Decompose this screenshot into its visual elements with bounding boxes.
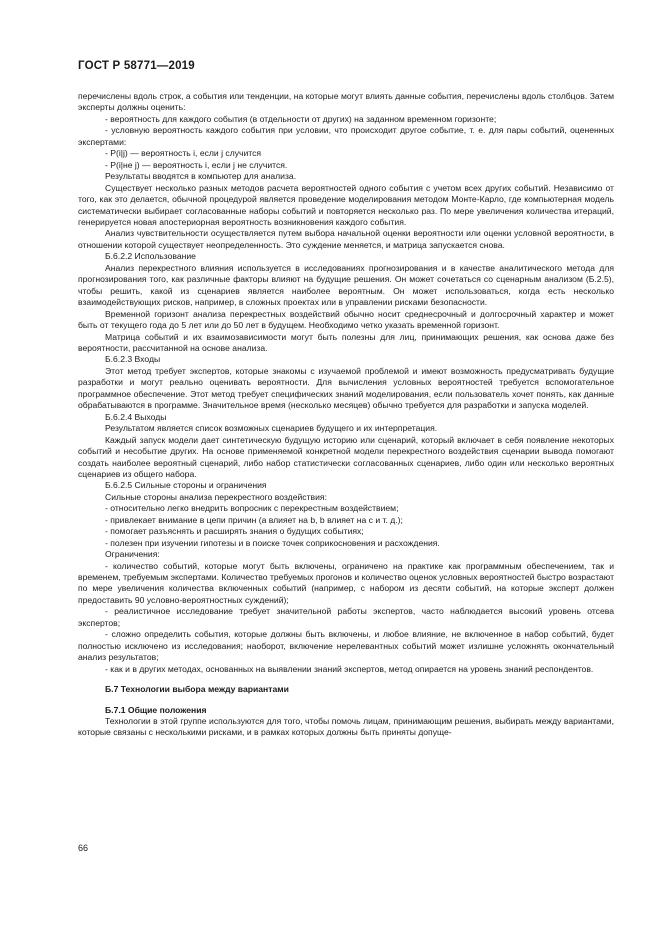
paragraph: Матрица событий и их взаимозависимости могут быть полезны для лиц, принимающих решения, как основа даже без вероятности, рассчитанной на основе анализа. [78,331,614,353]
page-number: 66 [78,843,89,853]
list-item: - привлекает внимание в цепи причин (a влияет на b, b влияет на c и т. д.); [105,514,403,525]
section-heading: Б.6.2.2 Использование [105,251,196,262]
section-heading: Б.6.2.3 Входы [105,354,161,365]
paragraph: Анализ чувствительности осуществляется путем выбора начальной оценки вероятности или оценки условной вероятности, в отношении которой существует неопределенность. Это суждение меняется, и матрица запускается снова. [78,228,614,250]
list-item: - как и в других методах, основанных на выявлении знаний экспертов, метод опирается на уровень знаний респондентов. [105,663,594,674]
paragraph: Временной горизонт анализа перекрестных воздействий обычно носит среднесрочный и долгосрочный характер и может быть от текущего года до 5 лет или до 50 лет в будущем. Необходимо четко указать временной горизонт. [78,308,614,331]
list-item: - вероятность для каждого события (в отдельности от других) на заданном временном горизонте; [105,113,497,124]
paragraph: Технологии в этой группе используются для того, чтобы помочь лицам, принимающим решения, выбирать между вариантами, которые связаны с несколькими рисками, и в рамках которых должны быть приняты допуще- [78,716,614,738]
list-item: - реалистичное исследование требует значительной работы экспертов, часто наблюдается высокий уровень отсева экспертов; [78,606,614,628]
formula-item: - P(i|j) — вероятность i, если j случится [105,148,262,159]
list-item: - количество событий, которые могут быть включены, ограничено на практике как программным обеспечением, так и временем, требуемым экспертами. Количество требуемых прогонов и количество оценок условных вероятностей быстро возрастают по мере увеличения количества включенных событий (например, с набором из десяти событий, на которые эксперт должен предоставить 90 условно-вероятностных суждений); [78,560,614,605]
section-heading: Б.7 Технологии выбора между вариантами [105,684,289,695]
list-item: - относительно легко внедрить вопросник с перекрестным воздействием; [105,503,399,514]
document-body [78,91,614,739]
paragraph: Результатом является список возможных сценариев будущего и их интерпретация. [105,423,438,434]
paragraph: Результаты вводятся в компьютер для анализа. [105,171,297,182]
list-item: - сложно определить события, которые должны быть включены, и любое влияние, не включенное в набор событий, будет полностью исключено из исследования; наоборот, включение нерелевантных событий может излишне усложнять окончательный анализ результатов; [78,629,614,663]
section-heading: Б.6.2.4 Выходы [105,411,167,422]
list-item: - помогает разъяснять и расширять знания о будущих событиях; [105,526,364,537]
section-heading: Б.6.2.5 Сильные стороны и ограничения [105,480,267,491]
paragraph: Анализ перекрестного влияния используется в исследованиях прогнозирования и в качестве аналитического метода для прогнозирования того, как различные факторы влияют на будущие решения. Он может сочетаться со сценарным анализом (Б.2.5), чтобы решить, какой из сценариев является наиболее вероятным. Он может использоваться, когда есть несколько взаимодействующих рисков, например, в сложных проектах или в управлении рисками безопасности. [78,262,614,308]
subsection-heading: Б.7.1 Общие положения [105,704,207,715]
list-item: - полезен при изучении гипотезы и в поиске точек соприкосновения и расхождения. [105,537,440,548]
document-header: ГОСТ Р 58771—2019 [78,60,195,72]
paragraph: перечислены вдоль строк, а события или тенденции, на которые могут влиять данные события, перечислены вдоль столбцов. Затем эксперты должны оценить: [78,91,614,113]
list-item: - условную вероятность каждого события при условии, что происходит другое событие, т. е. для пары событий, оцененных экспертами: [78,125,614,147]
paragraph: Ограничения: [105,549,160,560]
paragraph: Этот метод требует экспертов, которые знакомы с изучаемой проблемой и имеют возможность предусматривать будущие разработки и могут реально оценивать вероятности. Для вычисления условных вероятностей требуется вспомогательное программное обеспечение. Этот метод требует специфических знаний моделирования, если пользователь хочет понять, как данные обрабатываются в программе. Значительное время (несколько месяцев) обычно требуется для разработки и запуска моделей. [78,365,614,411]
formula-item: - P(i|не j) — вероятность i, если j не случится. [105,159,288,170]
paragraph: Существует несколько разных методов расчета вероятностей одного события с учетом всех других событий. Независимо от того, как это делается, обычной процедурой является проведение моделирования методом Монте-Карло, где компьютерная модель систематически выбирает согласованные наборы событий и повторяется несколько раз. По мере увеличения количества итераций, генерируется новая апостериорная вероятность возникновения каждого события. [78,182,614,227]
paragraph: Каждый запуск модели дает синтетическую будущую историю или сценарий, который включает в себя появление некоторых событий и несобытие других. На основе применяемой конкретной модели перекрестного воздействия сценарии вывода помогают создать наиболее вероятный сценарий, либо набор статистически согласованных сценариев, либо один или несколько вероятных сценариев из общего набора. [78,434,614,479]
paragraph: Сильные стороны анализа перекрестного воздействия: [105,491,327,502]
